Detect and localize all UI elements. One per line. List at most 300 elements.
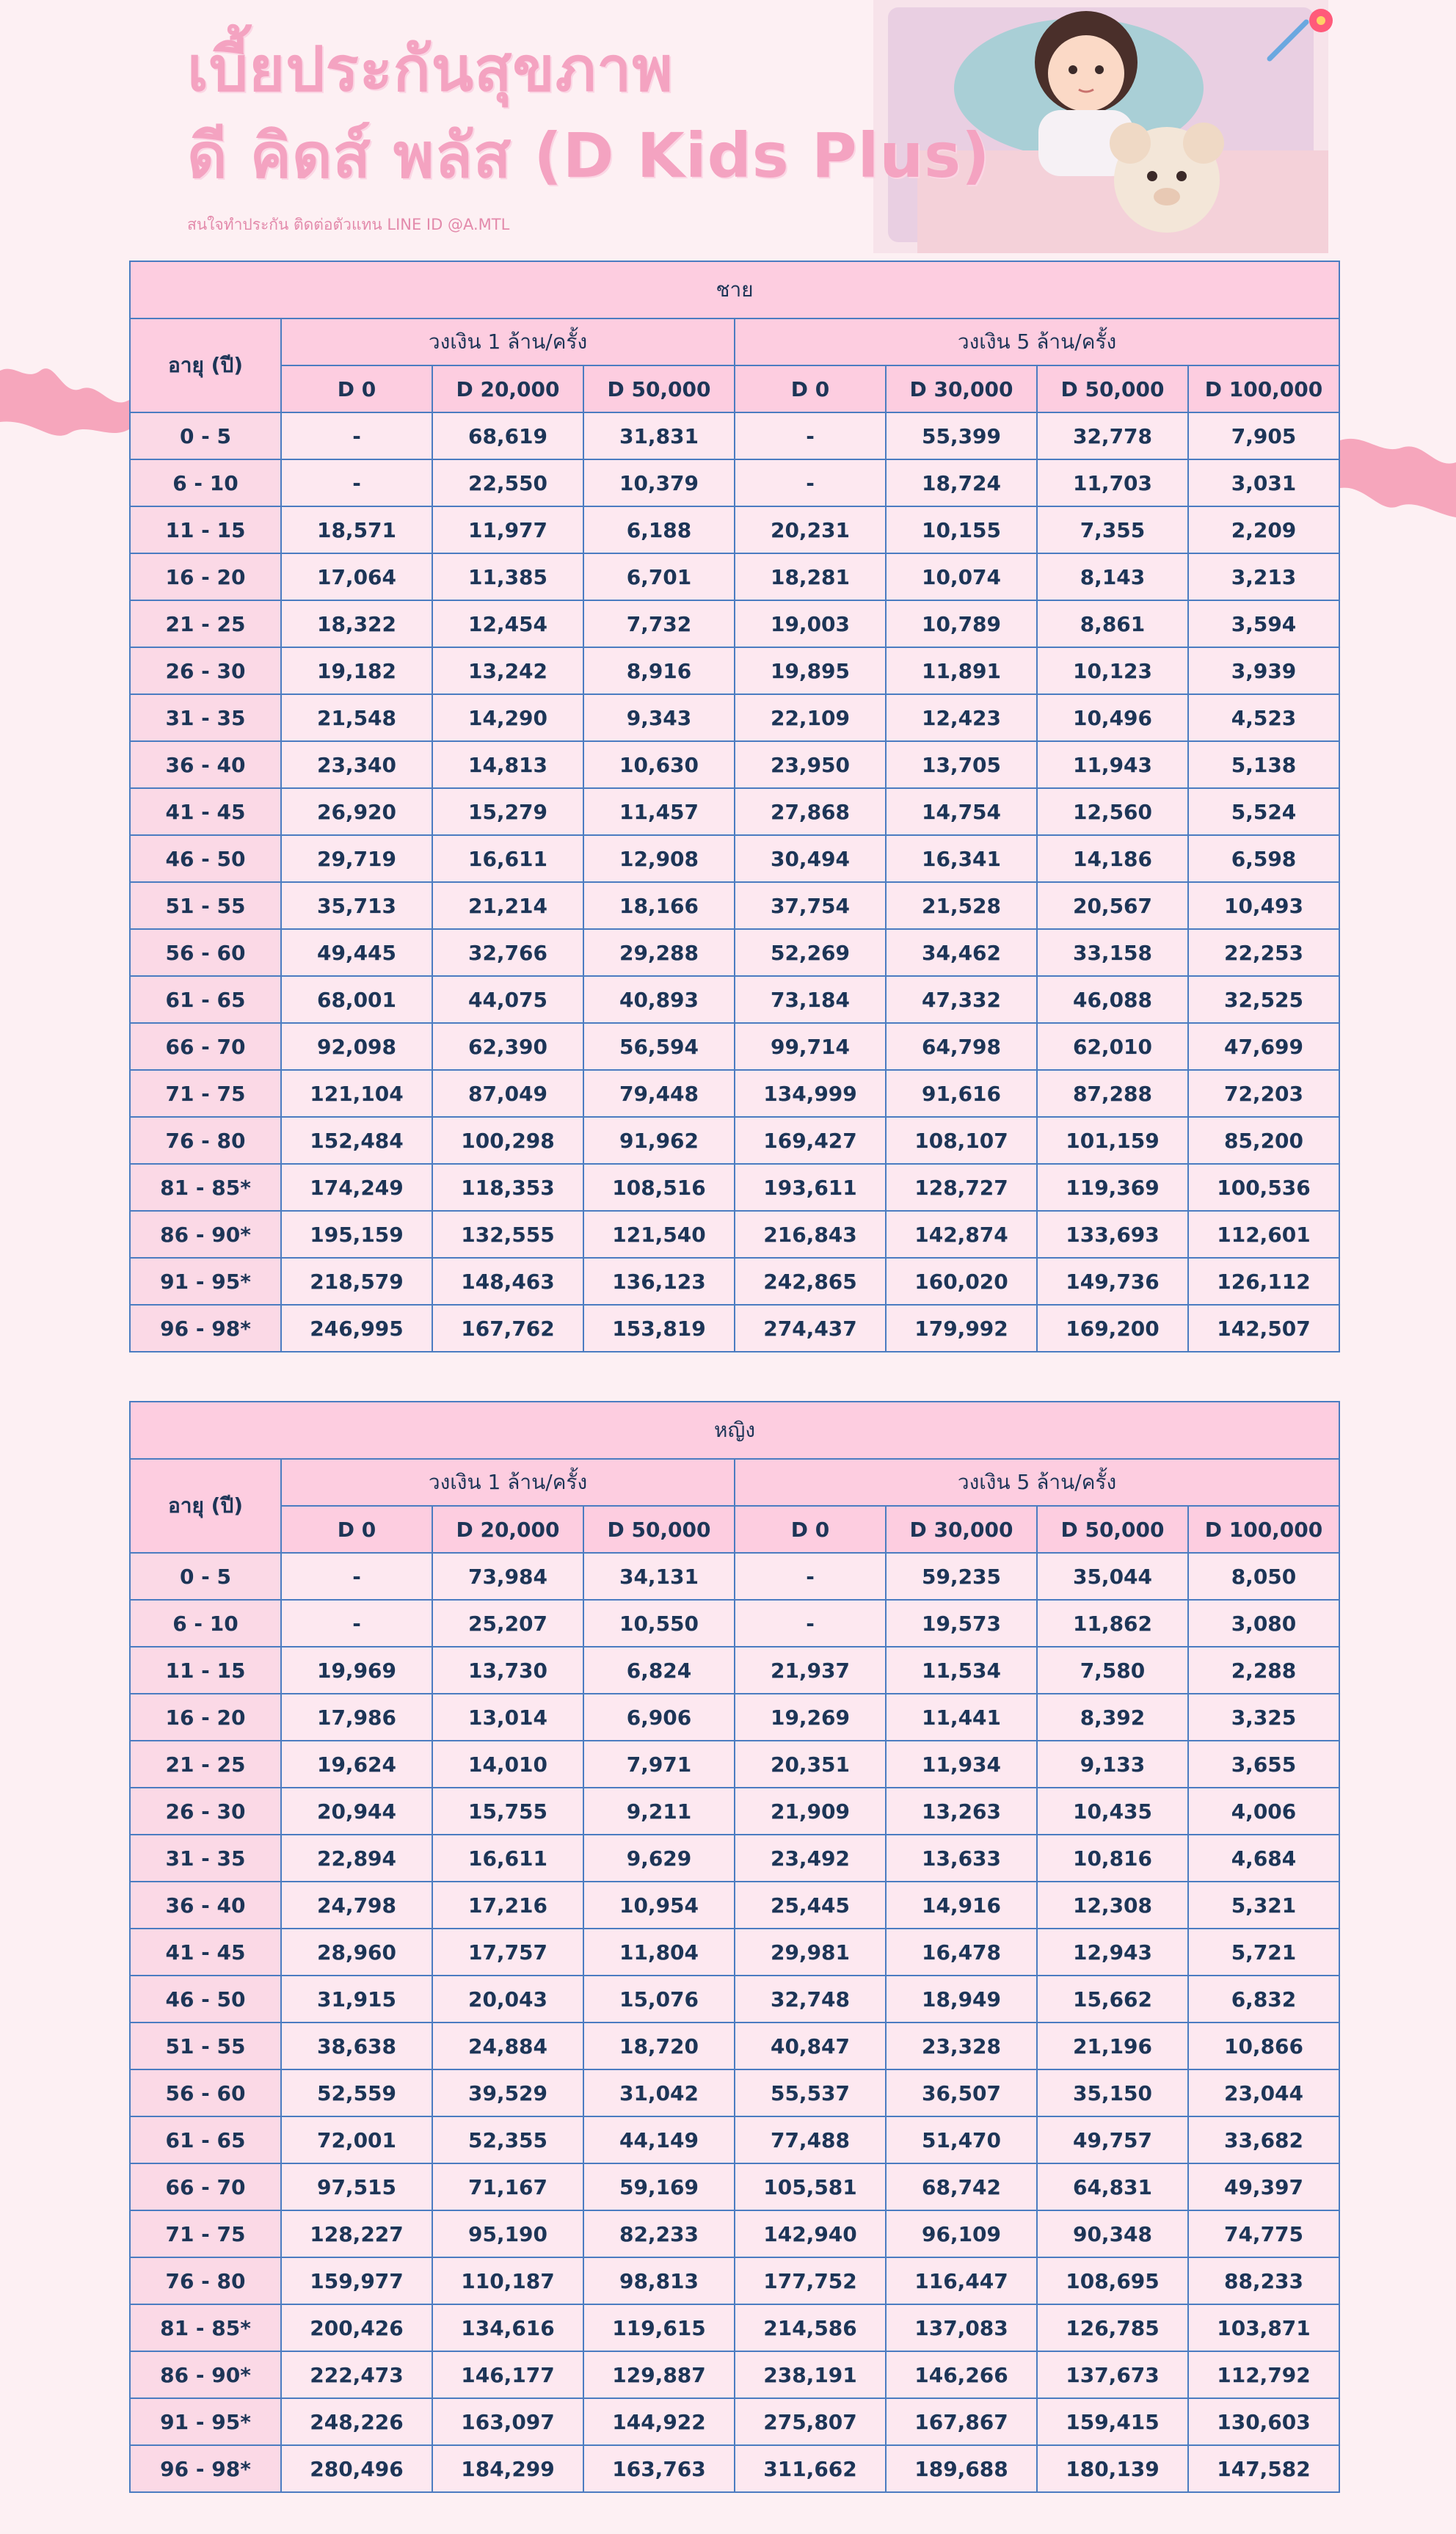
age-range-cell: 56 - 60 bbox=[130, 2069, 281, 2116]
premium-cell: 72,001 bbox=[281, 2116, 432, 2163]
table-row bbox=[130, 694, 1339, 741]
premium-cell: 95,190 bbox=[432, 2210, 583, 2257]
premium-cell: 11,703 bbox=[1037, 459, 1188, 506]
premium-cell: 16,611 bbox=[432, 835, 583, 882]
premium-cell: 15,076 bbox=[583, 1976, 735, 2023]
premium-cell: 31,915 bbox=[281, 1976, 432, 2023]
plan-header: D 0 bbox=[735, 1506, 886, 1553]
premium-cell: 100,536 bbox=[1188, 1164, 1339, 1211]
premium-cell: 10,435 bbox=[1037, 1788, 1188, 1835]
premium-cell: 39,529 bbox=[432, 2069, 583, 2116]
premium-cell: 29,288 bbox=[583, 929, 735, 976]
premium-cell: 40,893 bbox=[583, 976, 735, 1023]
premium-cell: 29,981 bbox=[735, 1929, 886, 1976]
premium-cell: 8,143 bbox=[1037, 553, 1188, 600]
premium-cell: 55,399 bbox=[886, 412, 1037, 459]
premium-cell: 10,550 bbox=[583, 1600, 735, 1647]
premium-cell: 136,123 bbox=[583, 1258, 735, 1305]
premium-cell: 238,191 bbox=[735, 2351, 886, 2398]
tier-header-1m: วงเงิน 1 ล้าน/ครั้ง bbox=[281, 1459, 735, 1506]
premium-cell: 11,385 bbox=[432, 553, 583, 600]
plan-header: D 20,000 bbox=[432, 1506, 583, 1553]
premium-cell: 11,804 bbox=[583, 1929, 735, 1976]
premium-cell: 21,214 bbox=[432, 882, 583, 929]
premium-cell: 68,742 bbox=[886, 2163, 1037, 2210]
premium-cell: 18,949 bbox=[886, 1976, 1037, 2023]
premium-cell: 16,611 bbox=[432, 1835, 583, 1882]
premium-cell: 44,149 bbox=[583, 2116, 735, 2163]
premium-cell: 52,355 bbox=[432, 2116, 583, 2163]
premium-cell: 11,862 bbox=[1037, 1600, 1188, 1647]
premium-cell: 62,390 bbox=[432, 1023, 583, 1070]
premium-cell: 21,937 bbox=[735, 1647, 886, 1694]
premium-cell: 14,290 bbox=[432, 694, 583, 741]
plan-header: D 30,000 bbox=[886, 1506, 1037, 1553]
premium-cell: 46,088 bbox=[1037, 976, 1188, 1023]
premium-cell: 10,866 bbox=[1188, 2023, 1339, 2069]
premium-cell: 174,249 bbox=[281, 1164, 432, 1211]
premium-cell: 4,684 bbox=[1188, 1835, 1339, 1882]
premium-cell: 33,158 bbox=[1037, 929, 1188, 976]
age-range-cell: 51 - 55 bbox=[130, 882, 281, 929]
age-range-cell: 86 - 90* bbox=[130, 1211, 281, 1258]
age-range-cell: 0 - 5 bbox=[130, 1553, 281, 1600]
premium-cell: 6,188 bbox=[583, 506, 735, 553]
age-range-cell: 26 - 30 bbox=[130, 1788, 281, 1835]
table-row bbox=[130, 2163, 1339, 2210]
table-row bbox=[130, 1741, 1339, 1788]
premium-cell: 98,813 bbox=[583, 2257, 735, 2304]
plan-header: D 20,000 bbox=[432, 365, 583, 412]
age-range-cell: 71 - 75 bbox=[130, 1070, 281, 1117]
table-row bbox=[130, 647, 1339, 694]
premium-cell: 22,253 bbox=[1188, 929, 1339, 976]
premium-cell: 100,298 bbox=[432, 1117, 583, 1164]
age-range-cell: 0 - 5 bbox=[130, 412, 281, 459]
premium-cell: 110,187 bbox=[432, 2257, 583, 2304]
age-range-cell: 51 - 55 bbox=[130, 2023, 281, 2069]
table-row bbox=[130, 2304, 1339, 2351]
premium-cell: 146,177 bbox=[432, 2351, 583, 2398]
premium-cell: 18,571 bbox=[281, 506, 432, 553]
table-row bbox=[130, 1647, 1339, 1694]
premium-cell: 129,887 bbox=[583, 2351, 735, 2398]
premium-table-male bbox=[129, 261, 1340, 1352]
premium-cell: 121,540 bbox=[583, 1211, 735, 1258]
premium-cell: 19,269 bbox=[735, 1694, 886, 1741]
premium-cell: 189,688 bbox=[886, 2445, 1037, 2492]
premium-cell: 159,415 bbox=[1037, 2398, 1188, 2445]
premium-cell: 137,083 bbox=[886, 2304, 1037, 2351]
premium-cell: 33,682 bbox=[1188, 2116, 1339, 2163]
table-row bbox=[130, 1976, 1339, 2023]
age-range-cell: 86 - 90* bbox=[130, 2351, 281, 2398]
table-row bbox=[130, 1882, 1339, 1929]
premium-cell: 17,757 bbox=[432, 1929, 583, 1976]
age-range-cell: 56 - 60 bbox=[130, 929, 281, 976]
premium-cell: 27,868 bbox=[735, 788, 886, 835]
premium-cell: 21,909 bbox=[735, 1788, 886, 1835]
premium-cell: 25,207 bbox=[432, 1600, 583, 1647]
table-row bbox=[130, 1305, 1339, 1352]
premium-cell: 35,044 bbox=[1037, 1553, 1188, 1600]
premium-cell: 200,426 bbox=[281, 2304, 432, 2351]
premium-cell: 163,763 bbox=[583, 2445, 735, 2492]
premium-cell: 7,971 bbox=[583, 1741, 735, 1788]
age-range-cell: 61 - 65 bbox=[130, 976, 281, 1023]
premium-cell: 5,138 bbox=[1188, 741, 1339, 788]
premium-cell: 137,673 bbox=[1037, 2351, 1188, 2398]
premium-cell: 18,322 bbox=[281, 600, 432, 647]
table-row bbox=[130, 1117, 1339, 1164]
plan-header: D 0 bbox=[281, 1506, 432, 1553]
premium-cell: 11,457 bbox=[583, 788, 735, 835]
premium-cell: 10,816 bbox=[1037, 1835, 1188, 1882]
premium-cell: 12,943 bbox=[1037, 1929, 1188, 1976]
table-row bbox=[130, 741, 1339, 788]
premium-cell: 13,633 bbox=[886, 1835, 1037, 1882]
table-row bbox=[130, 553, 1339, 600]
premium-cell: 105,581 bbox=[735, 2163, 886, 2210]
premium-cell: 147,582 bbox=[1188, 2445, 1339, 2492]
age-range-cell: 96 - 98* bbox=[130, 2445, 281, 2492]
premium-cell: 275,807 bbox=[735, 2398, 886, 2445]
premium-cell: 32,748 bbox=[735, 1976, 886, 2023]
age-range-cell: 36 - 40 bbox=[130, 1882, 281, 1929]
premium-cell: 2,209 bbox=[1188, 506, 1339, 553]
age-range-cell: 81 - 85* bbox=[130, 2304, 281, 2351]
premium-cell: 10,630 bbox=[583, 741, 735, 788]
age-range-cell: 91 - 95* bbox=[130, 1258, 281, 1305]
premium-cell: 4,006 bbox=[1188, 1788, 1339, 1835]
premium-cell: 19,624 bbox=[281, 1741, 432, 1788]
premium-cell: 133,693 bbox=[1037, 1211, 1188, 1258]
premium-cell: 119,615 bbox=[583, 2304, 735, 2351]
premium-cell: 6,824 bbox=[583, 1647, 735, 1694]
age-column-header: อายุ (ปี) bbox=[130, 318, 281, 412]
table-body bbox=[130, 1553, 1339, 2492]
premium-cell: 8,392 bbox=[1037, 1694, 1188, 1741]
table-row bbox=[130, 882, 1339, 929]
premium-cell: 126,112 bbox=[1188, 1258, 1339, 1305]
premium-cell: 73,984 bbox=[432, 1553, 583, 1600]
table-row bbox=[130, 2398, 1339, 2445]
plan-header: D 50,000 bbox=[583, 1506, 735, 1553]
table-row bbox=[130, 1694, 1339, 1741]
premium-cell: 11,943 bbox=[1037, 741, 1188, 788]
premium-cell: 44,075 bbox=[432, 976, 583, 1023]
premium-cell: 22,894 bbox=[281, 1835, 432, 1882]
premium-cell: 73,184 bbox=[735, 976, 886, 1023]
premium-cell: 108,516 bbox=[583, 1164, 735, 1211]
premium-cell: 87,049 bbox=[432, 1070, 583, 1117]
premium-cell: 29,719 bbox=[281, 835, 432, 882]
premium-cell: 3,655 bbox=[1188, 1741, 1339, 1788]
premium-cell: - bbox=[735, 459, 886, 506]
age-range-cell: 76 - 80 bbox=[130, 1117, 281, 1164]
premium-cell: 23,492 bbox=[735, 1835, 886, 1882]
premium-cell: - bbox=[281, 412, 432, 459]
premium-cell: 17,216 bbox=[432, 1882, 583, 1929]
table-row bbox=[130, 976, 1339, 1023]
table-row bbox=[130, 1258, 1339, 1305]
premium-cell: 52,269 bbox=[735, 929, 886, 976]
premium-cell: 62,010 bbox=[1037, 1023, 1188, 1070]
premium-cell: 9,629 bbox=[583, 1835, 735, 1882]
table-row bbox=[130, 2257, 1339, 2304]
premium-cell: 169,200 bbox=[1037, 1305, 1188, 1352]
premium-cell: 34,462 bbox=[886, 929, 1037, 976]
age-column-header: อายุ (ปี) bbox=[130, 1459, 281, 1553]
premium-cell: 15,662 bbox=[1037, 1976, 1188, 2023]
premium-cell: 12,454 bbox=[432, 600, 583, 647]
premium-cell: 5,524 bbox=[1188, 788, 1339, 835]
premium-cell: 25,445 bbox=[735, 1882, 886, 1929]
premium-cell: 12,423 bbox=[886, 694, 1037, 741]
plan-header: D 50,000 bbox=[1037, 365, 1188, 412]
age-range-cell: 96 - 98* bbox=[130, 1305, 281, 1352]
premium-cell: 214,586 bbox=[735, 2304, 886, 2351]
premium-cell: 10,493 bbox=[1188, 882, 1339, 929]
premium-cell: 99,714 bbox=[735, 1023, 886, 1070]
contact-line: สนใจทำประกัน ติดต่อตัวแทน LINE ID @A.MTL bbox=[187, 216, 510, 233]
premium-cell: 64,831 bbox=[1037, 2163, 1188, 2210]
premium-cell: 118,353 bbox=[432, 1164, 583, 1211]
age-range-cell: 66 - 70 bbox=[130, 1023, 281, 1070]
premium-cell: 79,448 bbox=[583, 1070, 735, 1117]
age-range-cell: 41 - 45 bbox=[130, 788, 281, 835]
plan-header: D 50,000 bbox=[1037, 1506, 1188, 1553]
premium-cell: 34,131 bbox=[583, 1553, 735, 1600]
premium-cell: 24,884 bbox=[432, 2023, 583, 2069]
premium-cell: 14,186 bbox=[1037, 835, 1188, 882]
premium-cell: 3,080 bbox=[1188, 1600, 1339, 1647]
gender-header: หญิง bbox=[130, 1402, 1339, 1459]
premium-cell: 13,730 bbox=[432, 1647, 583, 1694]
premium-cell: 18,724 bbox=[886, 459, 1037, 506]
premium-cell: 35,713 bbox=[281, 882, 432, 929]
premium-cell: 132,555 bbox=[432, 1211, 583, 1258]
premium-cell: 248,226 bbox=[281, 2398, 432, 2445]
table-row bbox=[130, 2445, 1339, 2492]
premium-cell: 31,042 bbox=[583, 2069, 735, 2116]
age-range-cell: 16 - 20 bbox=[130, 1694, 281, 1741]
premium-cell: 222,473 bbox=[281, 2351, 432, 2398]
premium-cell: 116,447 bbox=[886, 2257, 1037, 2304]
premium-cell: 6,832 bbox=[1188, 1976, 1339, 2023]
premium-cell: 8,050 bbox=[1188, 1553, 1339, 1600]
premium-cell: 14,010 bbox=[432, 1741, 583, 1788]
premium-cell: 5,721 bbox=[1188, 1929, 1339, 1976]
premium-cell: 6,906 bbox=[583, 1694, 735, 1741]
premium-cell: 9,133 bbox=[1037, 1741, 1188, 1788]
premium-cell: 134,999 bbox=[735, 1070, 886, 1117]
premium-cell: 16,341 bbox=[886, 835, 1037, 882]
premium-cell: 10,123 bbox=[1037, 647, 1188, 694]
premium-cell: 9,211 bbox=[583, 1788, 735, 1835]
premium-cell: - bbox=[735, 1553, 886, 1600]
premium-cell: 128,227 bbox=[281, 2210, 432, 2257]
premium-cell: 3,031 bbox=[1188, 459, 1339, 506]
premium-cell: 3,213 bbox=[1188, 553, 1339, 600]
premium-cell: 47,699 bbox=[1188, 1023, 1339, 1070]
table-row bbox=[130, 2210, 1339, 2257]
premium-cell: 13,705 bbox=[886, 741, 1037, 788]
premium-cell: 8,916 bbox=[583, 647, 735, 694]
premium-cell: 17,064 bbox=[281, 553, 432, 600]
premium-cell: 74,775 bbox=[1188, 2210, 1339, 2257]
age-range-cell: 31 - 35 bbox=[130, 1835, 281, 1882]
premium-cell: 7,580 bbox=[1037, 1647, 1188, 1694]
premium-cell: 184,299 bbox=[432, 2445, 583, 2492]
premium-cell: 242,865 bbox=[735, 1258, 886, 1305]
table-row bbox=[130, 459, 1339, 506]
premium-cell: 18,720 bbox=[583, 2023, 735, 2069]
premium-cell: 24,798 bbox=[281, 1882, 432, 1929]
premium-cell: 9,343 bbox=[583, 694, 735, 741]
age-range-cell: 31 - 35 bbox=[130, 694, 281, 741]
premium-cell: 180,139 bbox=[1037, 2445, 1188, 2492]
premium-cell: - bbox=[281, 459, 432, 506]
table-body bbox=[130, 412, 1339, 1352]
premium-cell: 148,463 bbox=[432, 1258, 583, 1305]
premium-cell: 144,922 bbox=[583, 2398, 735, 2445]
premium-cell: 153,819 bbox=[583, 1305, 735, 1352]
premium-cell: 101,159 bbox=[1037, 1117, 1188, 1164]
table-row bbox=[130, 929, 1339, 976]
premium-cell: 92,098 bbox=[281, 1023, 432, 1070]
premium-cell: 20,944 bbox=[281, 1788, 432, 1835]
premium-cell: 11,441 bbox=[886, 1694, 1037, 1741]
premium-cell: 82,233 bbox=[583, 2210, 735, 2257]
age-range-cell: 46 - 50 bbox=[130, 1976, 281, 2023]
premium-table-female bbox=[129, 1401, 1340, 2493]
premium-cell: 121,104 bbox=[281, 1070, 432, 1117]
age-range-cell: 81 - 85* bbox=[130, 1164, 281, 1211]
premium-cell: 18,281 bbox=[735, 553, 886, 600]
plan-header: D 30,000 bbox=[886, 365, 1037, 412]
plan-header: D 100,000 bbox=[1188, 365, 1339, 412]
premium-cell: 159,977 bbox=[281, 2257, 432, 2304]
premium-cell: 280,496 bbox=[281, 2445, 432, 2492]
premium-cell: 126,785 bbox=[1037, 2304, 1188, 2351]
table-row bbox=[130, 835, 1339, 882]
premium-cell: 22,550 bbox=[432, 459, 583, 506]
premium-cell: 246,995 bbox=[281, 1305, 432, 1352]
premium-cell: 10,789 bbox=[886, 600, 1037, 647]
premium-cell: 21,528 bbox=[886, 882, 1037, 929]
premium-cell: 49,397 bbox=[1188, 2163, 1339, 2210]
age-range-cell: 26 - 30 bbox=[130, 647, 281, 694]
age-range-cell: 66 - 70 bbox=[130, 2163, 281, 2210]
premium-cell: 142,940 bbox=[735, 2210, 886, 2257]
table-row bbox=[130, 2116, 1339, 2163]
premium-cell: 19,969 bbox=[281, 1647, 432, 1694]
premium-cell: 7,355 bbox=[1037, 506, 1188, 553]
premium-cell: - bbox=[281, 1600, 432, 1647]
premium-cell: 3,939 bbox=[1188, 647, 1339, 694]
premium-cell: 21,196 bbox=[1037, 2023, 1188, 2069]
premium-cell: 49,445 bbox=[281, 929, 432, 976]
tier-header-1m: วงเงิน 1 ล้าน/ครั้ง bbox=[281, 318, 735, 365]
premium-cell: 20,567 bbox=[1037, 882, 1188, 929]
table-row bbox=[130, 600, 1339, 647]
age-range-cell: 11 - 15 bbox=[130, 506, 281, 553]
age-range-cell: 61 - 65 bbox=[130, 2116, 281, 2163]
premium-cell: 59,235 bbox=[886, 1553, 1037, 1600]
premium-cell: 19,573 bbox=[886, 1600, 1037, 1647]
table-row bbox=[130, 1070, 1339, 1117]
premium-cell: 130,603 bbox=[1188, 2398, 1339, 2445]
premium-cell: 90,348 bbox=[1037, 2210, 1188, 2257]
premium-cell: 56,594 bbox=[583, 1023, 735, 1070]
premium-cell: 12,908 bbox=[583, 835, 735, 882]
age-range-cell: 36 - 40 bbox=[130, 741, 281, 788]
premium-cell: 19,003 bbox=[735, 600, 886, 647]
premium-cell: 3,594 bbox=[1188, 600, 1339, 647]
premium-cell: 163,097 bbox=[432, 2398, 583, 2445]
premium-cell: 26,920 bbox=[281, 788, 432, 835]
premium-cell: 38,638 bbox=[281, 2023, 432, 2069]
premium-cell: 35,150 bbox=[1037, 2069, 1188, 2116]
premium-cell: 3,325 bbox=[1188, 1694, 1339, 1741]
premium-cell: 21,548 bbox=[281, 694, 432, 741]
premium-cell: 14,754 bbox=[886, 788, 1037, 835]
premium-cell: 160,020 bbox=[886, 1258, 1037, 1305]
premium-cell: 88,233 bbox=[1188, 2257, 1339, 2304]
table-row bbox=[130, 1023, 1339, 1070]
age-range-cell: 11 - 15 bbox=[130, 1647, 281, 1694]
premium-cell: 103,871 bbox=[1188, 2304, 1339, 2351]
premium-cell: 64,798 bbox=[886, 1023, 1037, 1070]
premium-cell: - bbox=[281, 1553, 432, 1600]
premium-cell: 11,891 bbox=[886, 647, 1037, 694]
table-row bbox=[130, 1553, 1339, 1600]
premium-cell: 2,288 bbox=[1188, 1647, 1339, 1694]
gender-header: ชาย bbox=[130, 261, 1339, 318]
premium-cell: 10,155 bbox=[886, 506, 1037, 553]
premium-cell: 91,616 bbox=[886, 1070, 1037, 1117]
table-row bbox=[130, 1929, 1339, 1976]
premium-cell: 6,598 bbox=[1188, 835, 1339, 882]
premium-cell: 16,478 bbox=[886, 1929, 1037, 1976]
premium-cell: 96,109 bbox=[886, 2210, 1037, 2257]
age-range-cell: 46 - 50 bbox=[130, 835, 281, 882]
table-row bbox=[130, 1788, 1339, 1835]
premium-cell: 19,895 bbox=[735, 647, 886, 694]
premium-cell: 85,200 bbox=[1188, 1117, 1339, 1164]
premium-cell: 59,169 bbox=[583, 2163, 735, 2210]
premium-cell: 274,437 bbox=[735, 1305, 886, 1352]
premium-cell: 142,507 bbox=[1188, 1305, 1339, 1352]
premium-cell: 23,328 bbox=[886, 2023, 1037, 2069]
premium-cell: 36,507 bbox=[886, 2069, 1037, 2116]
premium-cell: 32,525 bbox=[1188, 976, 1339, 1023]
premium-cell: 49,757 bbox=[1037, 2116, 1188, 2163]
age-range-cell: 6 - 10 bbox=[130, 1600, 281, 1647]
premium-cell: 20,351 bbox=[735, 1741, 886, 1788]
premium-cell: 112,601 bbox=[1188, 1211, 1339, 1258]
tier-header-5m: วงเงิน 5 ล้าน/ครั้ง bbox=[735, 1459, 1339, 1506]
premium-cell: 55,537 bbox=[735, 2069, 886, 2116]
premium-cell: 68,619 bbox=[432, 412, 583, 459]
premium-cell: 11,977 bbox=[432, 506, 583, 553]
premium-cell: 13,242 bbox=[432, 647, 583, 694]
premium-cell: 108,695 bbox=[1037, 2257, 1188, 2304]
table-row bbox=[130, 2023, 1339, 2069]
premium-cell: 20,231 bbox=[735, 506, 886, 553]
premium-cell: 12,308 bbox=[1037, 1882, 1188, 1929]
